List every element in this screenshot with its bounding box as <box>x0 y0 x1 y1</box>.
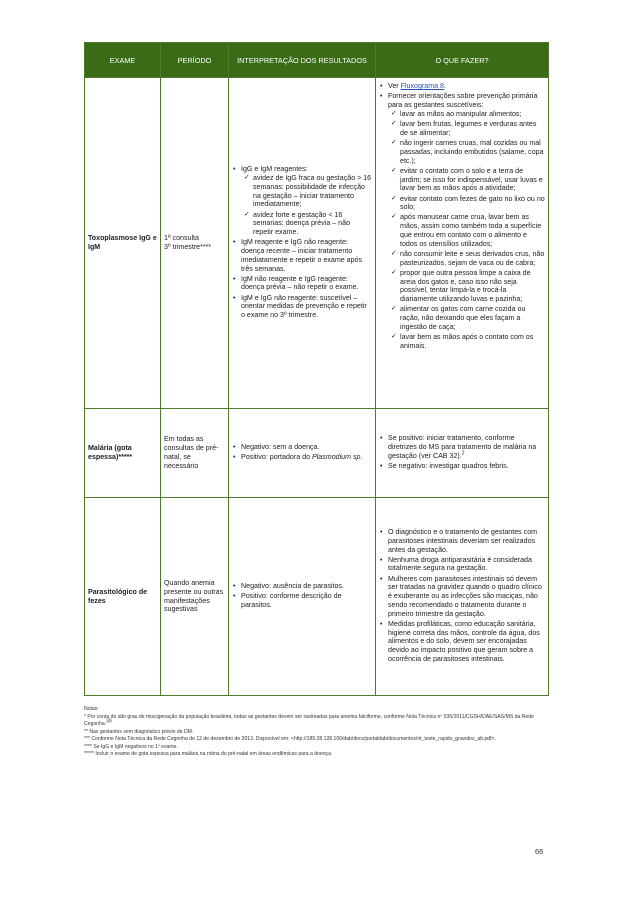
list-item: • O diagnóstico e o tratamento de gestantes com parasitoses intestinais deveriam ser realizados antes da gestação. <box>388 528 545 554</box>
list-item: • Mulheres com parasitoses intestinais só devem ser tratadas na gravidez quando o quadro clínico é exuberante ou as infecções são maciças, não sendo recomendado o tratamento durante o primeiro trimestre da gestação. <box>388 575 545 619</box>
footnote-text: * Por conta do alto grau de miscigenação da população brasileira, todas as gestantes devem ser rastreadas para anemia falciforme, conforme Nota Técnica nº 035/2011/CGSH/DAE/SAS/MS da Rede Cegonha. <box>84 713 534 727</box>
footnote: ***** Incluir o exame de gota espessa para malária na rotina do pré-natal em áreas endêmicas para a doença. <box>84 751 333 757</box>
interpretation-prefix: Positivo: portadora do <box>241 453 312 461</box>
exam-cell-parasitologico: Parasitológico de fezes <box>85 498 161 696</box>
checklist-item: ✓ avidez de IgG fraca ou gestação > 16 semanas: possibilidade de infecção na gestação – iniciar tratamento imediatamente; <box>253 174 372 209</box>
actions-cell-parasitologico <box>376 498 549 696</box>
list-item <box>241 453 372 462</box>
list-item <box>388 434 545 460</box>
list-item <box>388 92 545 350</box>
period-line: 3º trimestre**** <box>164 243 212 251</box>
species-name: Plasmodium sp <box>311 453 361 461</box>
table-notes <box>84 706 554 759</box>
header-o-que-fazer: O QUE FAZER? <box>376 43 549 78</box>
reference-superscript: 2 <box>461 450 465 457</box>
period-line: 1ª consulta <box>164 234 199 243</box>
interpretation-suffix: . <box>360 453 363 461</box>
interpretation-text: IgG e IgM reagentes: <box>241 164 308 173</box>
header-periodo: PERÍODO <box>161 43 229 78</box>
checklist-item: ✓ evitar contato com fezes de gato no lixo ou no solo; <box>400 195 545 213</box>
interpretation-cell-parasitologico <box>229 498 376 696</box>
exam-table <box>84 42 549 696</box>
checklist-item: ✓ não consumir leite e seus derivados crus, não pasteurizados, sejam de vaca ou de cabra; <box>400 250 545 268</box>
action-text: Se positivo: iniciar tratamento, conforme diretrizes do MS para tratamento de malária na gestação (ver CAB 32). <box>388 434 537 460</box>
list-item: • IgM reagente e IgG não reagente: doença recente – iniciar tratamento imediatamente e repetir o exame após três semanas. <box>241 238 372 273</box>
checklist-item: ✓ após manusear carne crua, lavar bem as mãos, assim como também toda a superfície que entrou em contato com o alimento e todos os utensílios utilizados; <box>400 213 545 248</box>
checklist-item: ✓ alimentar os gatos com carne cozida ou ração, não deixando que eles façam a ingestão de caça; <box>400 305 545 331</box>
checklist-item: ✓ lavar bem as mãos após o contato com os animais. <box>400 333 545 351</box>
footnote: *** Conforme Nota Técnica da Rede Cegonha de 12 de dezembro de 2013. Disponível em: <http://189.28.128.100/dab/docs/portaldab/documentos/nt_teste_rapido_gravidez_ab.pdf>. <box>84 736 496 742</box>
reference-superscript: 39 <box>106 718 112 725</box>
list-item: • IgM não reagente e IgG reagente: doença prévia – não repetir o exame. <box>241 275 372 293</box>
actions-intro: Fornecer orientações sobre prevenção primária para as gestantes suscetíveis: <box>388 92 538 109</box>
list-item <box>241 165 372 237</box>
header-exame: EXAME <box>85 43 161 78</box>
notes-title: Notas: <box>84 706 99 712</box>
link-prefix: Ver <box>388 82 401 90</box>
checklist-item: ✓ avidez forte e gestação < 16 semanas: doença prévia – não repetir exame. <box>253 211 372 237</box>
list-item: • Positivo: conforme descrição de parasitos. <box>241 592 372 610</box>
exam-cell-toxoplasmose: Toxoplasmose IgG e IgM <box>85 78 161 409</box>
table-row <box>85 78 549 409</box>
actions-cell-malaria <box>376 409 549 498</box>
list-item: • Negativo: sem a doença. <box>241 443 372 452</box>
checklist-item: ✓ lavar bem frutas, legumes e verduras antes de se alimentar; <box>400 120 545 138</box>
table-row <box>85 498 549 696</box>
list-item: • Se negativo: investigar quadros febris. <box>388 462 545 471</box>
footnote: ** Nas gestantes sem diagnóstico prévio de DM. <box>84 728 194 735</box>
list-item: • IgM e IgG não reagente: suscetível – orientar medidas de prevenção e repetir o exame no 3º trimestre. <box>241 294 372 320</box>
footnote: **** Se IgG e IgM negativos no 1º exame. <box>84 743 178 750</box>
table-row <box>85 409 549 498</box>
checklist-item: ✓ evitar o contato com o solo e a terra de jardim; se isso for indispensável, usar luvas e lavar bem as mãos após a atividade; <box>400 167 545 193</box>
exam-cell-malaria: Malária (gota espessa)***** <box>85 409 161 498</box>
interpretation-cell-toxoplasmose <box>229 78 376 409</box>
footnote <box>84 714 554 729</box>
checklist-item: ✓ não ingerir carnes cruas, mal cozidas ou mal passadas, incluindo embutidos (salame, copa etc.); <box>400 139 545 165</box>
checklist-item: ✓ lavar as mãos ao manipular alimentos; <box>400 110 545 119</box>
period-cell-toxoplasmose <box>161 78 229 409</box>
page-number: 66 <box>535 847 544 856</box>
header-interpretacao: INTERPRETAÇÃO DOS RESULTADOS <box>229 43 376 78</box>
interpretation-cell-malaria <box>229 409 376 498</box>
actions-cell-toxoplasmose <box>376 78 549 409</box>
table-header-row <box>85 43 549 78</box>
checklist-item: ✓ propor que outra pessoa limpe a caixa de areia dos gatos e, caso isso não seja possível, tentar limpá-la e trocá-la diariamente utilizando luvas e pazinha; <box>400 269 545 304</box>
period-cell-malaria: Em todas as consultas de pré-natal, se necessário <box>161 409 229 498</box>
list-item <box>388 82 545 91</box>
list-item: • Medidas profiláticas, como educação sanitária, higiene correta das mãos, controle da água, dos alimentos e do solo, devem ser encorajadas devido ao impacto positivo que geram sobre a ocorrência de parasitoses intestinais. <box>388 620 545 664</box>
fluxograma-link[interactable]: Fluxograma 8 <box>400 82 444 90</box>
list-item: • Negativo: ausência de parasitos. <box>241 582 372 591</box>
link-suffix: . <box>444 82 446 90</box>
period-cell-parasitologico: Quando anemia presente ou outras manifestações sugestivas <box>161 498 229 696</box>
list-item: • Nenhuma droga antiparasitária é considerada totalmente segura na gestação. <box>388 556 545 574</box>
